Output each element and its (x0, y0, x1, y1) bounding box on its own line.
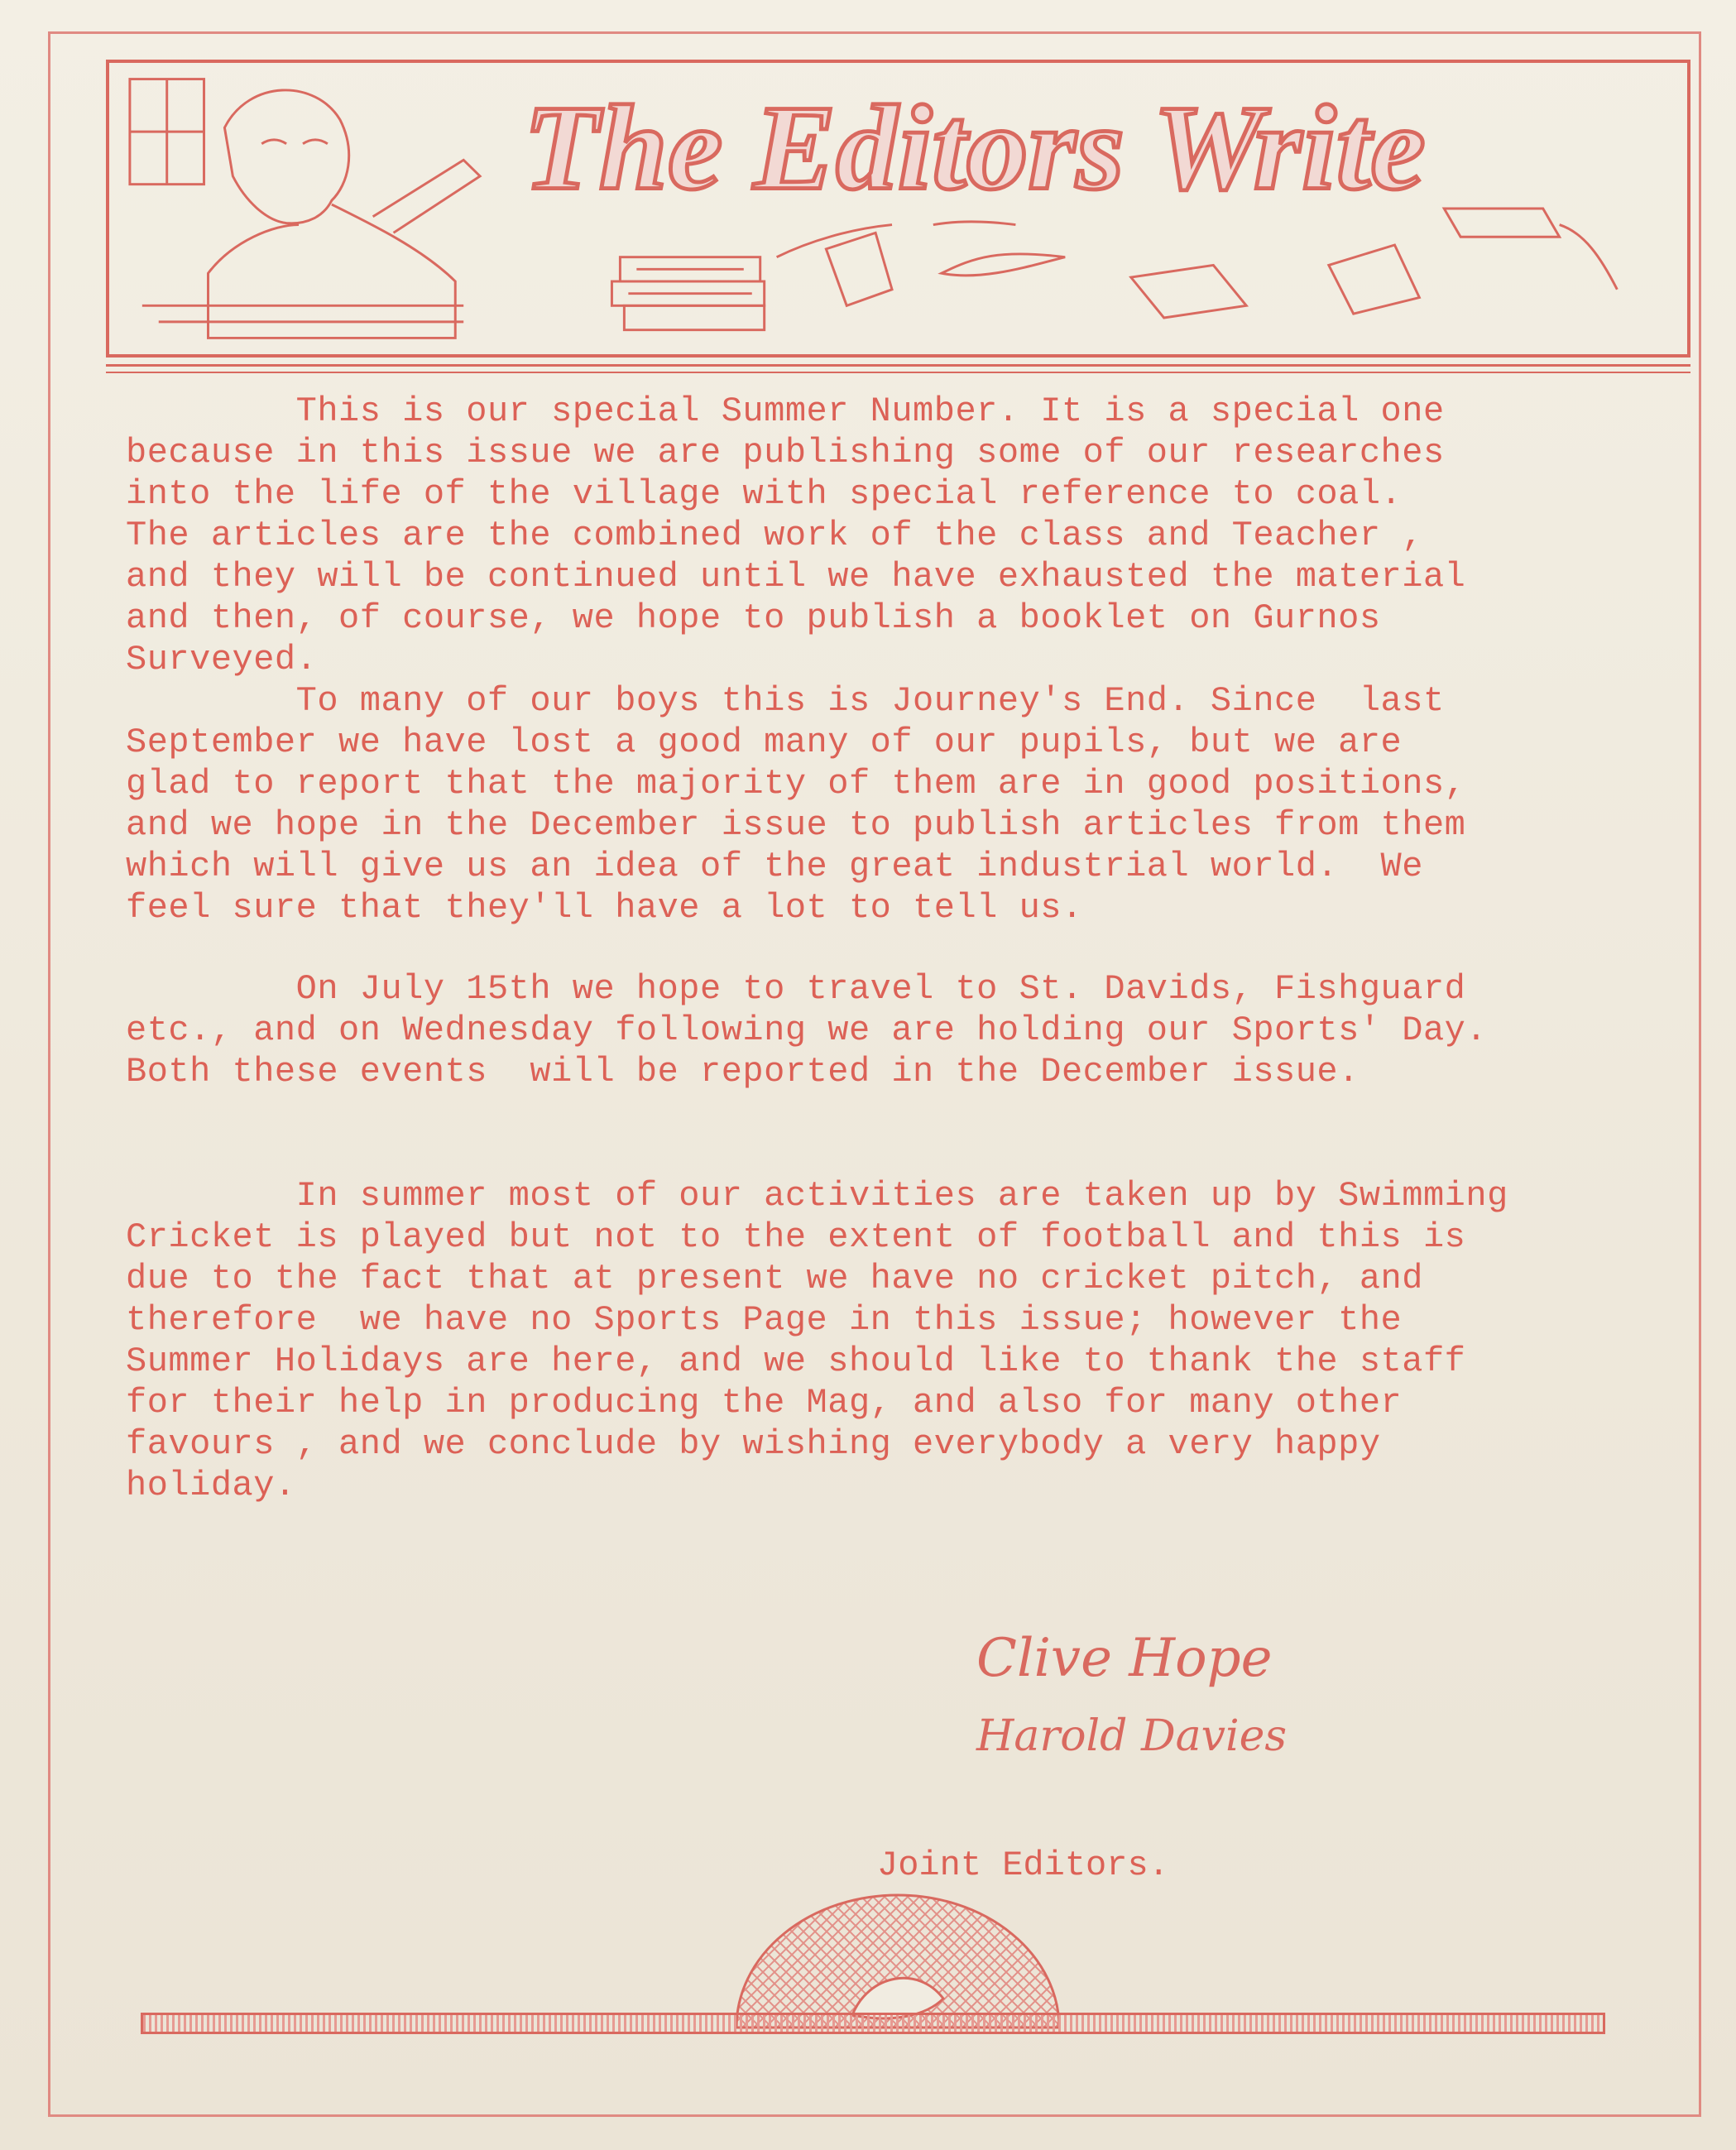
article-body (126, 391, 1698, 1506)
footer-globe-illustration (728, 1891, 1067, 2032)
signature-image (960, 1614, 1423, 1779)
signature-clive-hope: Clive Hope (976, 1628, 1273, 1689)
paragraph-july-trip: On July 15th we hope to travel to St. Davids, Fishguard etc., and on Wednesday following we are holding our Sports' Day. Both these events will be reported in the December issue. (126, 969, 1488, 1092)
footer-divider (141, 2013, 1605, 2034)
joint-editors-label: Joint Editors. (877, 1845, 1169, 1885)
editors-signatures (960, 1614, 1423, 1779)
paragraph-summer-number: This is our special Summer Number. It is a special one because in this issue we are publishing some of our researches into the life of the village with special reference to coal. The articles are the combined work of the class and Teacher , and they will be continued until we have exhausted the material and then, of course, we hope to publish a booklet on Gurnos Surveyed. (126, 391, 1466, 679)
paragraph-summer-activities: In summer most of our activities are taken up by Swimming Cricket is played but not to the extent of football and this is due to the fact that at present we have no cricket pitch, and therefore we have no Sports Page in this issue; however the Summer Holidays are here, and we should like to thank the staff for their help in producing the Mag, and also for many other favours , and we conclude by wishing everybody a very happy holiday. (126, 1176, 1508, 1505)
paragraph-journeys-end: To many of our boys this is Journey's End. Since last September we have lost a good many of our pupils, but we are glad to report that the majority of them are in good positions, and we hope in the December issue to publish articles from them which will give us an idea of the great industrial world. We feel sure that they'll have a lot to tell us. (126, 681, 1466, 928)
banner-title: The Editors Write (523, 80, 1426, 216)
banner-illustration (109, 63, 1687, 354)
header-banner (106, 60, 1690, 358)
banner-divider (106, 364, 1690, 373)
signature-harold-davies: Harold Davies (976, 1711, 1288, 1761)
